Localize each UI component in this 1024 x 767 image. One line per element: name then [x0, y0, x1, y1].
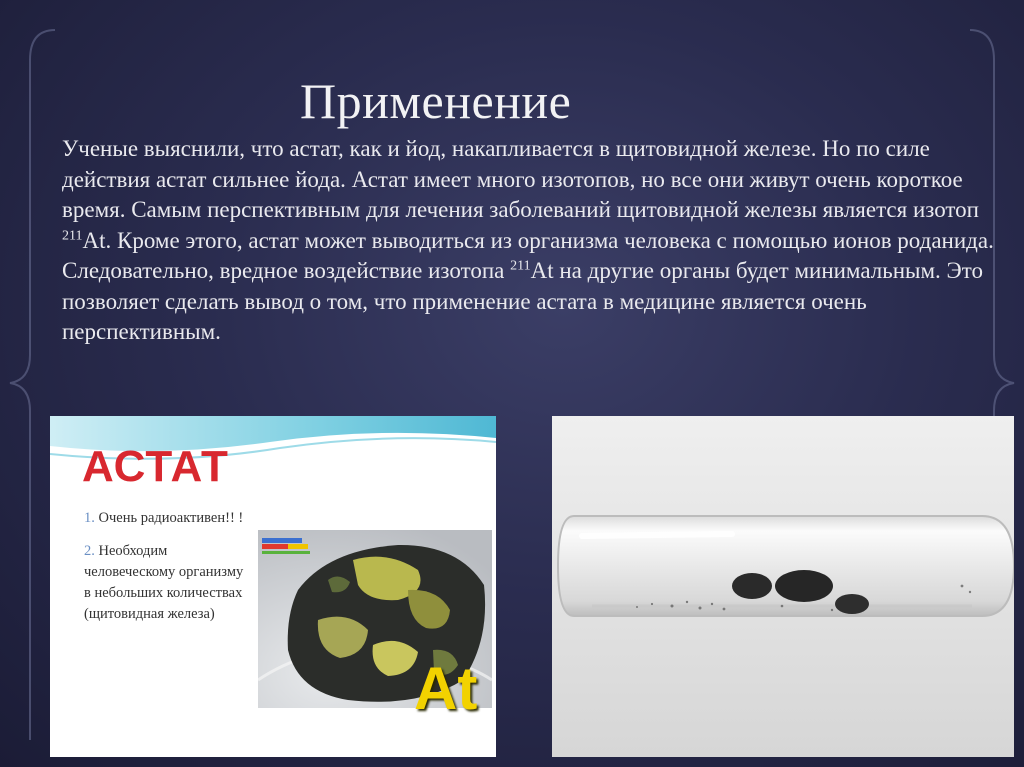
list-item — [84, 508, 252, 529]
element-symbol-label: At — [414, 655, 478, 722]
test-tube-photo — [552, 416, 1014, 757]
slide-title: Применение — [300, 73, 572, 129]
isotope-mass-number: 211 — [510, 258, 531, 274]
list-item — [84, 541, 252, 625]
body-text-part-3: на другие органы будет минимальным. Это позволяет сделать вывод о том, что применение астата в медицине является очень перспективным. — [62, 258, 983, 344]
body-text-part-2: . Кроме этого, астат может выводиться из организма человека с помощью ионов роданида. Следовательно, вредное воздействие изотопа — [62, 227, 994, 283]
isotope-symbol: At — [530, 258, 554, 283]
astat-heading: АСТАТ — [82, 442, 229, 491]
astat-facts-list — [84, 508, 252, 625]
list-item-number: 2. — [84, 543, 95, 559]
list-item-text: Необходим человеческому организму в небольших количествах (щитовидная железа) — [84, 543, 244, 622]
slide-body-text — [62, 134, 1002, 348]
isotope-symbol: At — [82, 227, 106, 253]
list-item-text: Очень радиоактивен!! ! — [98, 510, 244, 526]
isotope-mass-number: 211 — [62, 227, 83, 243]
body-text-part-1: Ученые выяснили, что астат, как и йод, накапливается в щитовидной железе. Но по силе действия астат сильнее йода. Астат имеет много изотопов, но все они живут очень короткое время. Самым перспективным для лечения заболеваний щитовидной железы является изотоп — [62, 136, 979, 222]
list-item-number: 1. — [84, 510, 95, 526]
astat-info-image — [50, 416, 496, 757]
